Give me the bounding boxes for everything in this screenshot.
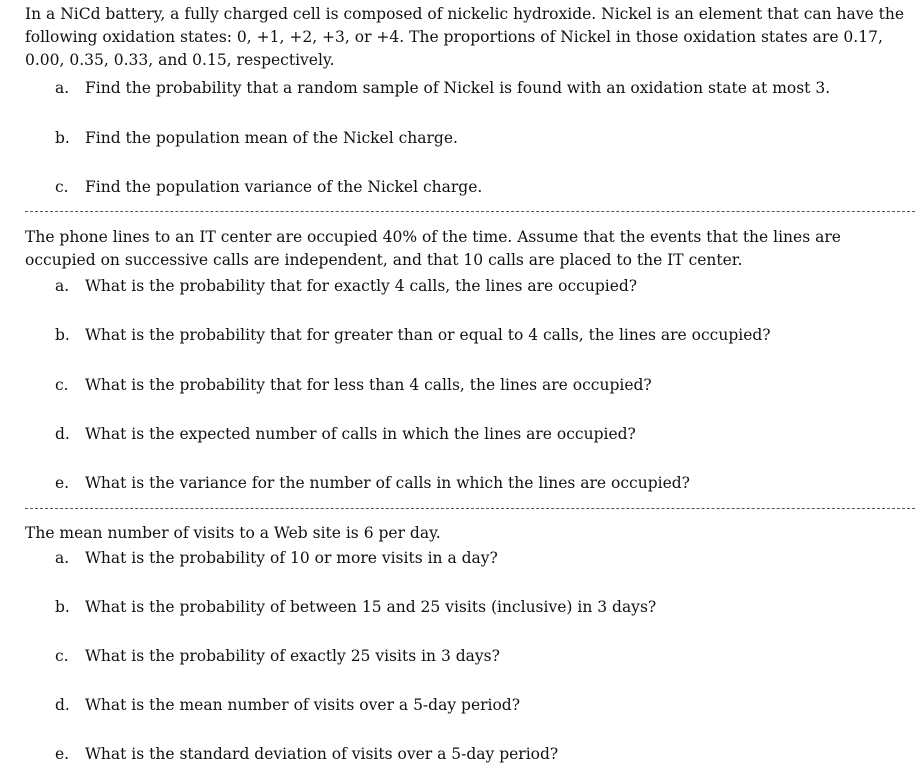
problem3-item-c — [55, 645, 905, 667]
item-label: e. — [55, 474, 70, 492]
item-label: c. — [55, 376, 69, 394]
item-label: d. — [55, 696, 70, 714]
item-label: b. — [55, 326, 70, 344]
problem2-intro: The phone lines to an IT center are occupied 40% of the time. Assume that the events that the lines are occupied on successive calls are independent, and that 10 calls are placed to the IT center. — [25, 228, 841, 269]
problem1-intro: In a NiCd battery, a fully charged cell is composed of nickelic hydroxide. Nickel is an element that can have the following oxidation states: 0, +1, +2, +3, or +4. The proportions of Nickel in those oxidation states are 0.17, 0.00, 0.35, 0.33, and 0.15, respectively. — [25, 5, 905, 69]
item-text: What is the probability of exactly 25 visits in 3 days? — [85, 647, 500, 665]
problem2-item-c — [55, 374, 905, 396]
item-label: e. — [55, 745, 70, 763]
problem2-item-b — [55, 324, 905, 346]
problem3-item-a — [55, 547, 905, 569]
problem1-item-c — [55, 176, 905, 198]
item-label: a. — [55, 549, 70, 567]
item-text: Find the population mean of the Nickel charge. — [85, 129, 458, 147]
item-label: b. — [55, 129, 70, 147]
item-label: a. — [55, 79, 70, 97]
item-label: c. — [55, 178, 69, 196]
problem1-item-b — [55, 127, 905, 149]
item-text: Find the population variance of the Nickel charge. — [85, 178, 483, 196]
item-label: a. — [55, 277, 70, 295]
item-label: d. — [55, 425, 70, 443]
problem3-item-d — [55, 694, 905, 716]
item-text: What is the mean number of visits over a 5-day period? — [85, 696, 521, 714]
problem3-item-b — [55, 596, 905, 618]
item-text: What is the probability that for greater than or equal to 4 calls, the lines are occupied? — [85, 326, 771, 344]
item-text: What is the expected number of calls in which the lines are occupied? — [85, 425, 636, 443]
section-divider — [25, 211, 915, 212]
item-text: What is the probability that for exactly 4 calls, the lines are occupied? — [85, 277, 638, 295]
item-text: What is the standard deviation of visits over a 5-day period? — [85, 745, 559, 763]
item-text: What is the variance for the number of calls in which the lines are occupied? — [85, 474, 690, 492]
problem2-item-a — [55, 275, 905, 297]
section-divider — [25, 508, 915, 509]
problem3-intro: The mean number of visits to a Web site is 6 per day. — [25, 524, 441, 542]
problem3-item-e — [55, 743, 905, 765]
problem2-item-e — [55, 472, 905, 494]
item-label: b. — [55, 598, 70, 616]
problem2-item-d — [55, 423, 905, 445]
problem1-item-a — [55, 77, 905, 99]
item-text: Find the probability that a random sample of Nickel is found with an oxidation state at most 3. — [85, 79, 831, 97]
item-text: What is the probability that for less than 4 calls, the lines are occupied? — [85, 376, 652, 394]
item-label: c. — [55, 647, 69, 665]
item-text: What is the probability of between 15 and 25 visits (inclusive) in 3 days? — [85, 598, 657, 616]
item-text: What is the probability of 10 or more visits in a day? — [85, 549, 498, 567]
